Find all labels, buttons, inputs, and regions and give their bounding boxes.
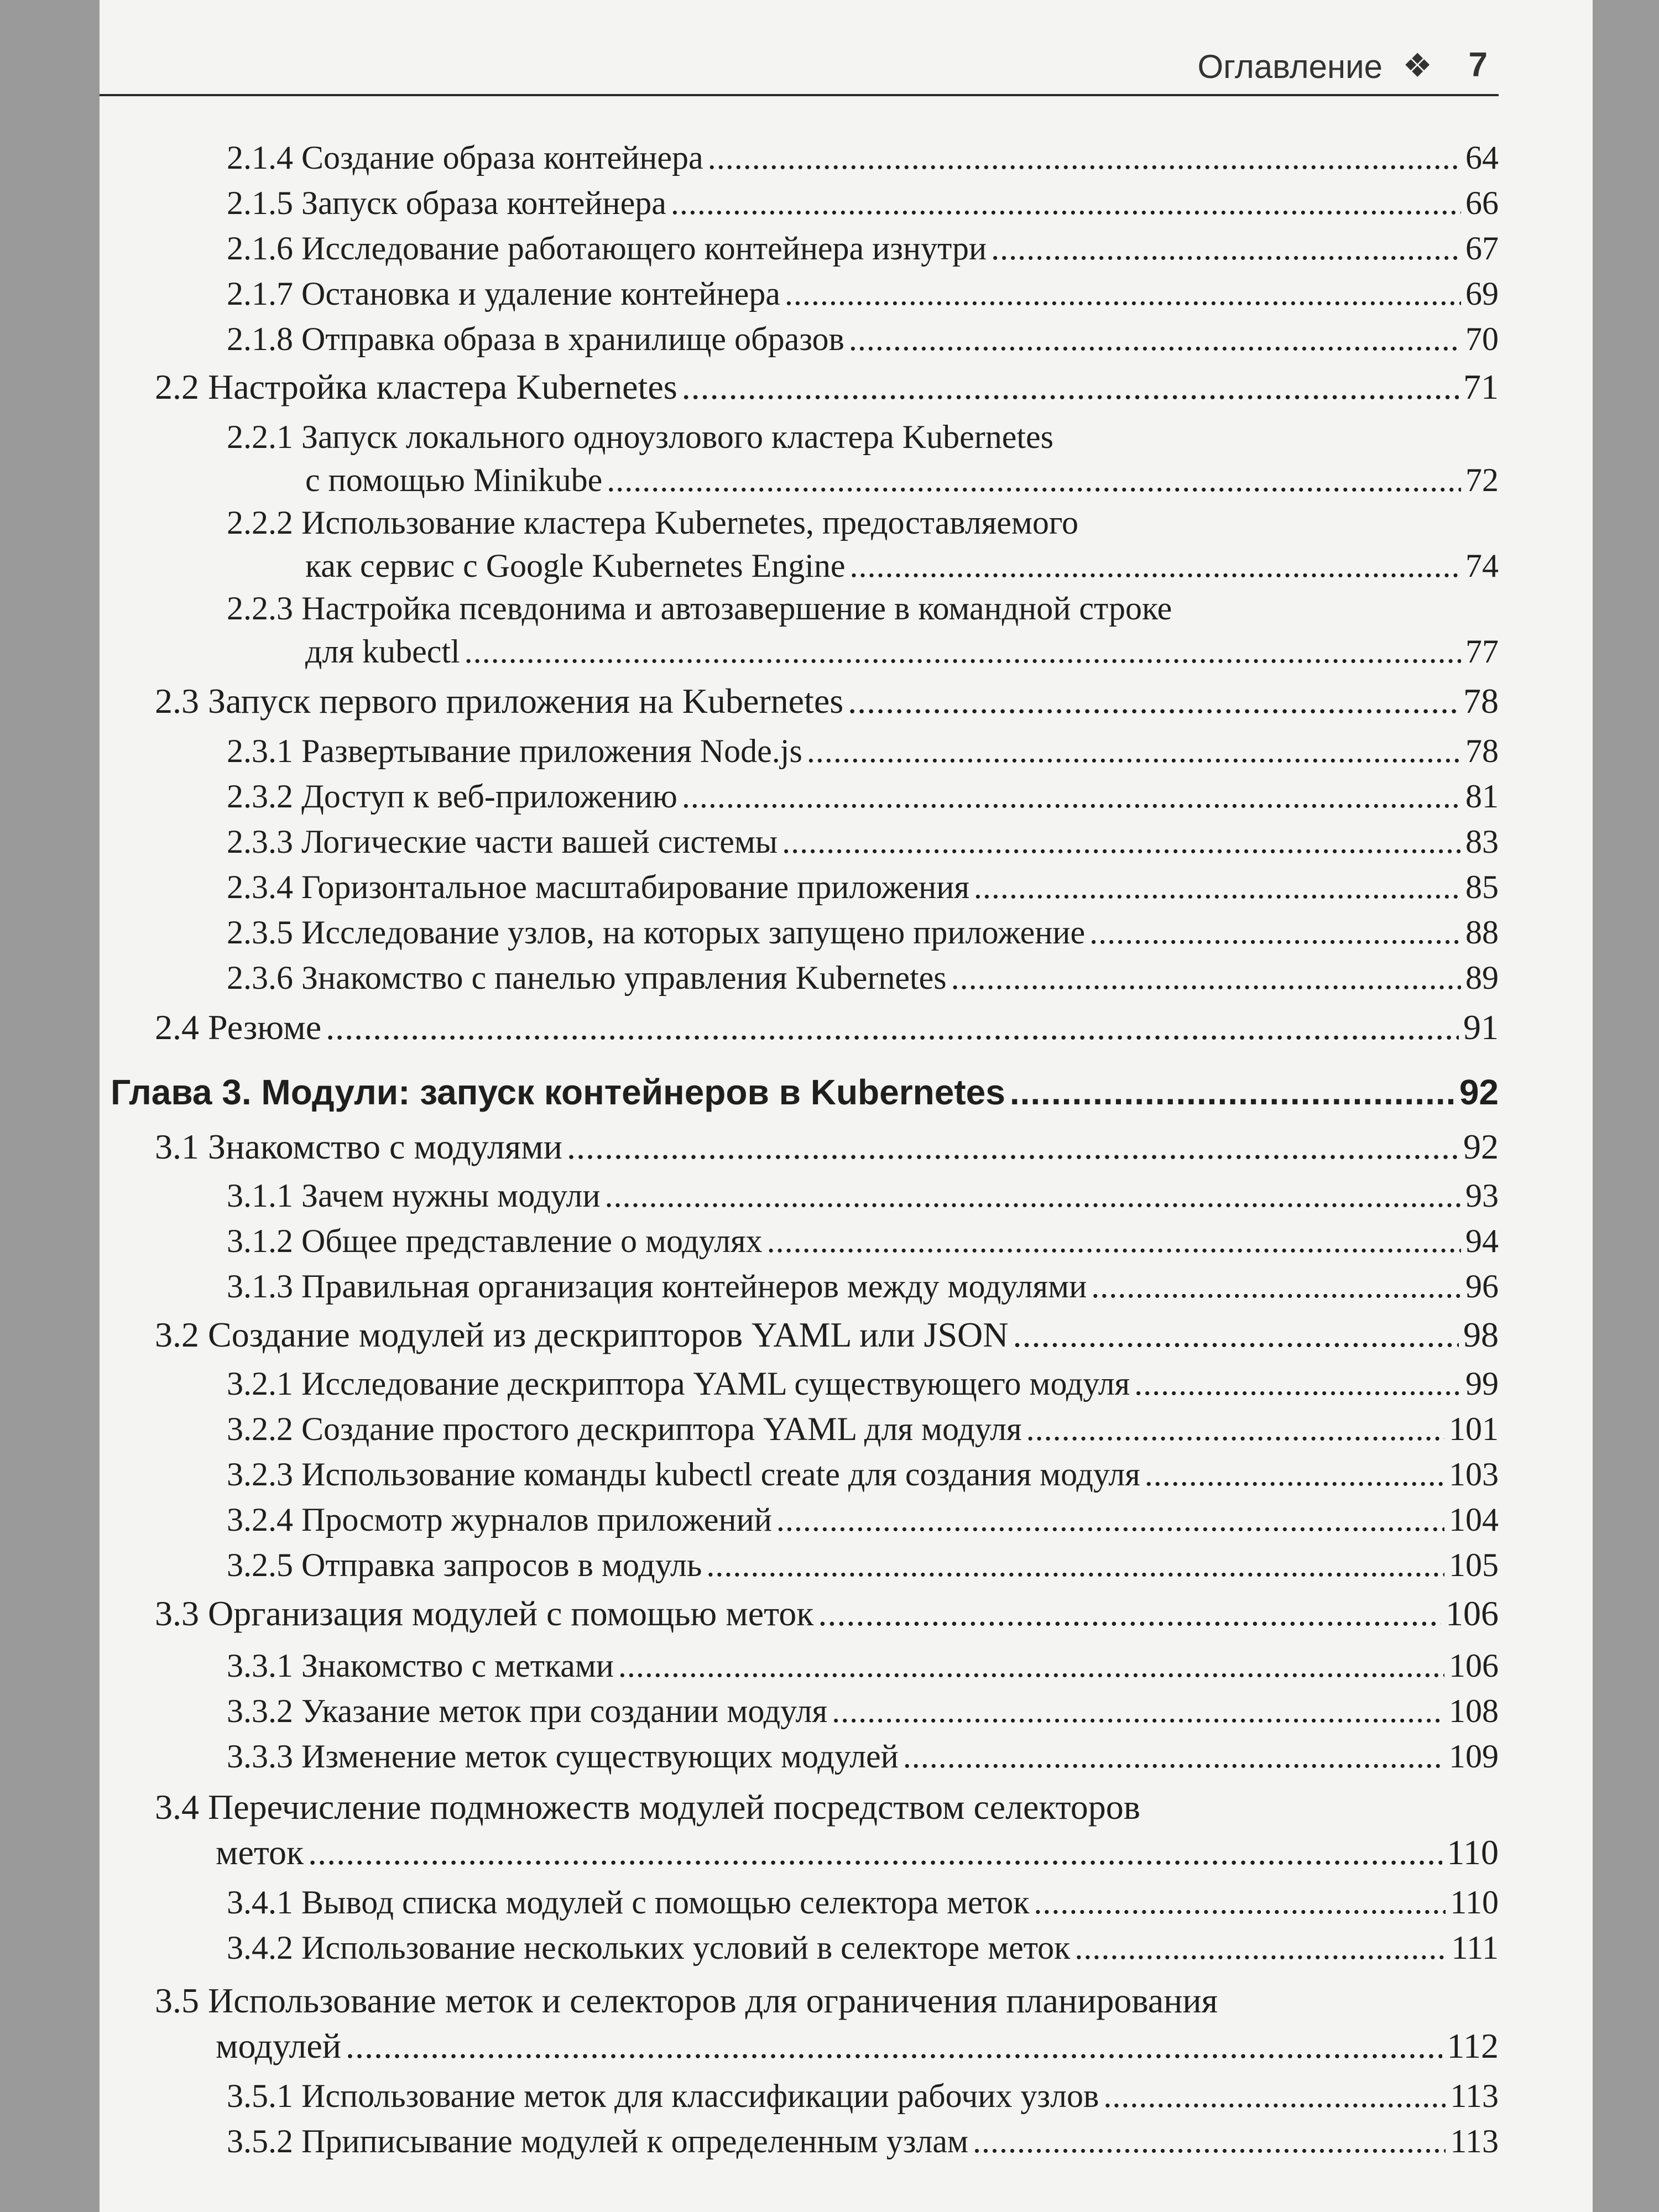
dot-leader [1103,2074,1446,2118]
toc-entry-title: 3.2 Создание модулей из дескрипторов YAML или JSON [155,1315,1009,1354]
toc-entry-title: 2.4 Резюме [155,1008,322,1047]
toc-entry-page: 66 [1465,185,1499,221]
toc-entry-page: 111 [1451,1929,1499,1966]
toc-entry-page: 98 [1463,1315,1499,1354]
toc-entry-page: 74 [1465,547,1499,584]
dot-leader [326,1005,1459,1050]
dot-leader [465,629,1461,674]
toc-entry-title: 3.5.1 Использование меток для классификации рабочих узлов [227,2078,1099,2114]
toc-entry-subsection [227,272,1499,316]
toc-entry-page: 109 [1449,1738,1499,1775]
dot-leader [767,1219,1461,1263]
toc-entry-page: 110 [1447,1833,1499,1872]
toc-entry-title: 2.1.5 Запуск образа контейнера [227,185,666,221]
toc-entry-page: 67 [1465,230,1499,267]
dot-leader [1013,1313,1459,1357]
toc-entry-subsection [227,774,1499,818]
toc-entry-subsection [227,1498,1499,1542]
toc-entry-page: 99 [1465,1365,1499,1402]
toc-entry-page: 78 [1465,733,1499,769]
toc-entry-title: 3.2.5 Отправка запросов в модуль [227,1547,702,1583]
toc-entry-page: 78 [1463,681,1499,721]
toc-entry-subsection [227,2074,1499,2118]
toc-entry-subsection [227,1452,1499,1496]
dot-leader [818,1592,1441,1636]
toc-entry-subsection [227,1543,1499,1587]
toc-entry-title-line2: как сервис с Google Kubernetes Engine [305,547,846,584]
toc-entry-page: 92 [1463,1127,1499,1166]
toc-entry-title-line1: 3.4 Перечисление подмножеств модулей посредством селекторов [155,1787,1140,1827]
toc-entry-title: 3.4.1 Вывод списка модулей с помощью селектора меток [227,1884,1030,1921]
toc-entry-page: 93 [1465,1177,1499,1214]
toc-entry-page: 108 [1449,1693,1499,1729]
toc-entry-page: 81 [1465,778,1499,815]
toc-entry-page: 92 [1459,1072,1499,1112]
toc-entry-page: 88 [1465,914,1499,951]
dot-leader [1089,910,1461,954]
table-of-contents [100,0,1593,2212]
toc-entry-title: 2.3.2 Доступ к веб-приложению [227,778,677,815]
dot-leader [782,820,1461,864]
toc-entry-title: 3.2.3 Использование команды kubectl create для создания модуля [227,1456,1140,1493]
dot-leader [1134,1361,1461,1406]
toc-entry-subsection [227,1219,1499,1263]
toc-entry-page: 104 [1449,1501,1499,1538]
toc-entry-subsection [227,1644,1499,1688]
toc-entry-title-line1: 3.5 Использование меток и селекторов для ограничения планирования [155,1981,1218,2020]
toc-entry-section [155,1313,1499,1357]
dot-leader [785,272,1461,316]
toc-entry-title: 3.1.3 Правильная организация контейнеров между модулями [227,1268,1087,1305]
dot-leader [1026,1407,1444,1451]
toc-entry-title: 3.1.1 Зачем нужны модули [227,1177,601,1214]
dot-leader [1034,1880,1446,1924]
toc-entry-title: 3.4.2 Использование нескольких условий в селекторе меток [227,1929,1071,1966]
toc-entry-title: 2.3.1 Развертывание приложения Node.js [227,733,802,769]
toc-entry-page: 72 [1465,462,1499,498]
toc-entry-page: 96 [1465,1268,1499,1305]
dot-leader [776,1498,1444,1542]
toc-entry-title: 2.2 Настройка кластера Kubernetes [155,367,677,406]
dot-leader [1074,1926,1447,1970]
toc-entry-subsection [305,458,1499,502]
dot-leader [618,1644,1444,1688]
dot-leader [604,1173,1461,1218]
toc-entry-subsection [227,317,1499,361]
page-number: 7 [1468,46,1488,84]
dot-leader [706,1543,1444,1587]
toc-entry-subsection [227,1264,1499,1308]
dot-leader [346,2024,1442,2068]
toc-entry-subsection [305,544,1499,588]
toc-entry-page: 101 [1449,1411,1499,1447]
toc-entry-section [155,1005,1499,1050]
toc-entry-title-line1: 2.2.3 Настройка псевдонима и автозавершение в командной строке [227,590,1172,627]
toc-entry-page: 89 [1465,959,1499,996]
dot-leader [308,1830,1442,1875]
dot-leader [1010,1070,1455,1114]
toc-entry-title: 3.3.3 Изменение меток существующих модулей [227,1738,899,1775]
toc-entry-title: 3.2.1 Исследование дескриптора YAML существующего модуля [227,1365,1130,1402]
toc-entry-title: 2.1.8 Отправка образа в хранилище образов [227,321,844,357]
toc-entry-page: 106 [1449,1647,1499,1684]
toc-entry-subsection [227,2119,1499,2163]
dot-leader [903,1734,1444,1778]
toc-entry-title: 2.3.3 Логические части вашей системы [227,823,778,860]
toc-entry-title: 3.1.2 Общее представление о модулях [227,1223,763,1259]
toc-entry-title: 2.1.4 Создание образа контейнера [227,139,703,176]
toc-entry-page: 91 [1463,1008,1499,1047]
toc-entry-title: 3.3 Организация модулей с помощью меток [155,1594,814,1633]
dot-leader [708,135,1461,180]
dot-leader [682,774,1461,818]
toc-entry-page: 106 [1446,1594,1499,1633]
toc-entry-subsection [305,629,1499,674]
toc-entry-title: 2.3.6 Знакомство с панелью управления Kubernetes [227,959,947,996]
toc-entry-page: 70 [1465,321,1499,357]
dot-leader [951,956,1461,1000]
toc-entry-page: 110 [1450,1884,1499,1921]
toc-entry-page: 103 [1449,1456,1499,1493]
toc-entry-title: 3.1 Знакомство с модулями [155,1127,562,1166]
toc-entry-page: 71 [1463,367,1499,406]
dot-leader [1145,1452,1444,1496]
toc-entry-page: 94 [1465,1223,1499,1259]
dot-leader [832,1689,1444,1733]
toc-entry-title-line2: для kubectl [305,633,460,670]
toc-entry-subsection [227,1926,1499,1970]
running-header-title: Оглавление [1197,48,1383,85]
toc-entry-title-line1: 2.2.2 Использование кластера Kubernetes, предоставляемого [227,504,1078,541]
toc-entry-subsection [227,820,1499,864]
toc-entry-title: 3.3.2 Указание меток при создании модуля [227,1693,828,1729]
toc-entry-section [216,2024,1499,2068]
toc-entry-page: 77 [1465,633,1499,670]
toc-entry-section [155,1125,1499,1169]
toc-entry-title: 3.2.2 Создание простого дескриптора YAML для модуля [227,1411,1022,1447]
toc-entry-chapter [111,1070,1499,1114]
dot-leader [607,458,1461,502]
toc-entry-subsection [227,1407,1499,1451]
dot-leader [1091,1264,1461,1308]
toc-entry-subsection [227,181,1499,225]
toc-entry-title-line1: 2.2.1 Запуск локального одноузлового кластера Kubernetes [227,419,1054,455]
dot-leader [850,544,1461,588]
toc-entry-page: 69 [1465,275,1499,312]
toc-entry-title: 3.5.2 Приписывание модулей к определенным узлам [227,2123,969,2159]
dot-leader [682,365,1459,409]
toc-entry-section [155,1592,1499,1636]
dot-leader [973,2119,1446,2163]
dot-leader [671,181,1461,225]
toc-entry-title: 2.3.4 Горизонтальное масштабирование приложения [227,869,969,905]
dot-leader [991,226,1461,270]
toc-entry-title: 2.3 Запуск первого приложения на Kubernetes [155,681,844,721]
toc-entry-subsection [227,135,1499,180]
toc-entry-page: 105 [1449,1547,1499,1583]
toc-entry-subsection [227,910,1499,954]
toc-entry-title: 2.1.6 Исследование работающего контейнера изнутри [227,230,987,267]
toc-entry-page: 83 [1465,823,1499,860]
dot-leader [567,1125,1459,1169]
toc-entry-subsection [227,1734,1499,1778]
dot-leader [848,679,1459,723]
dot-leader [807,729,1461,773]
book-page [100,0,1593,2212]
toc-entry-page: 113 [1450,2123,1499,2159]
toc-entry-subsection [227,865,1499,909]
toc-entry-title: 3.2.4 Просмотр журналов приложений [227,1501,772,1538]
dot-leader [849,317,1461,361]
ornament-icon: ❖ [1402,48,1432,84]
toc-entry-section [155,679,1499,723]
toc-entry-title: Глава 3. Модули: запуск контейнеров в Kubernetes [111,1072,1005,1112]
toc-entry-subsection [227,226,1499,270]
toc-entry-title: 2.1.7 Остановка и удаление контейнера [227,275,780,312]
toc-entry-title: 3.3.1 Знакомство с метками [227,1647,614,1684]
toc-entry-subsection [227,729,1499,773]
toc-entry-subsection [227,1361,1499,1406]
toc-entry-page: 85 [1465,869,1499,905]
toc-entry-page: 64 [1465,139,1499,176]
toc-entry-page: 113 [1450,2078,1499,2114]
toc-entry-title-line2: модулей [216,2026,341,2065]
toc-entry-subsection [227,1689,1499,1733]
toc-entry-subsection [227,1880,1499,1924]
toc-entry-section [216,1830,1499,1875]
dot-leader [974,865,1461,909]
toc-entry-subsection [227,1173,1499,1218]
toc-entry-page: 112 [1447,2026,1499,2065]
toc-entry-title-line2: с помощью Minikube [305,462,603,498]
toc-entry-section [155,365,1499,409]
toc-entry-title-line2: меток [216,1833,304,1872]
toc-entry-title: 2.3.5 Исследование узлов, на которых запущено приложение [227,914,1086,951]
toc-entry-subsection [227,956,1499,1000]
